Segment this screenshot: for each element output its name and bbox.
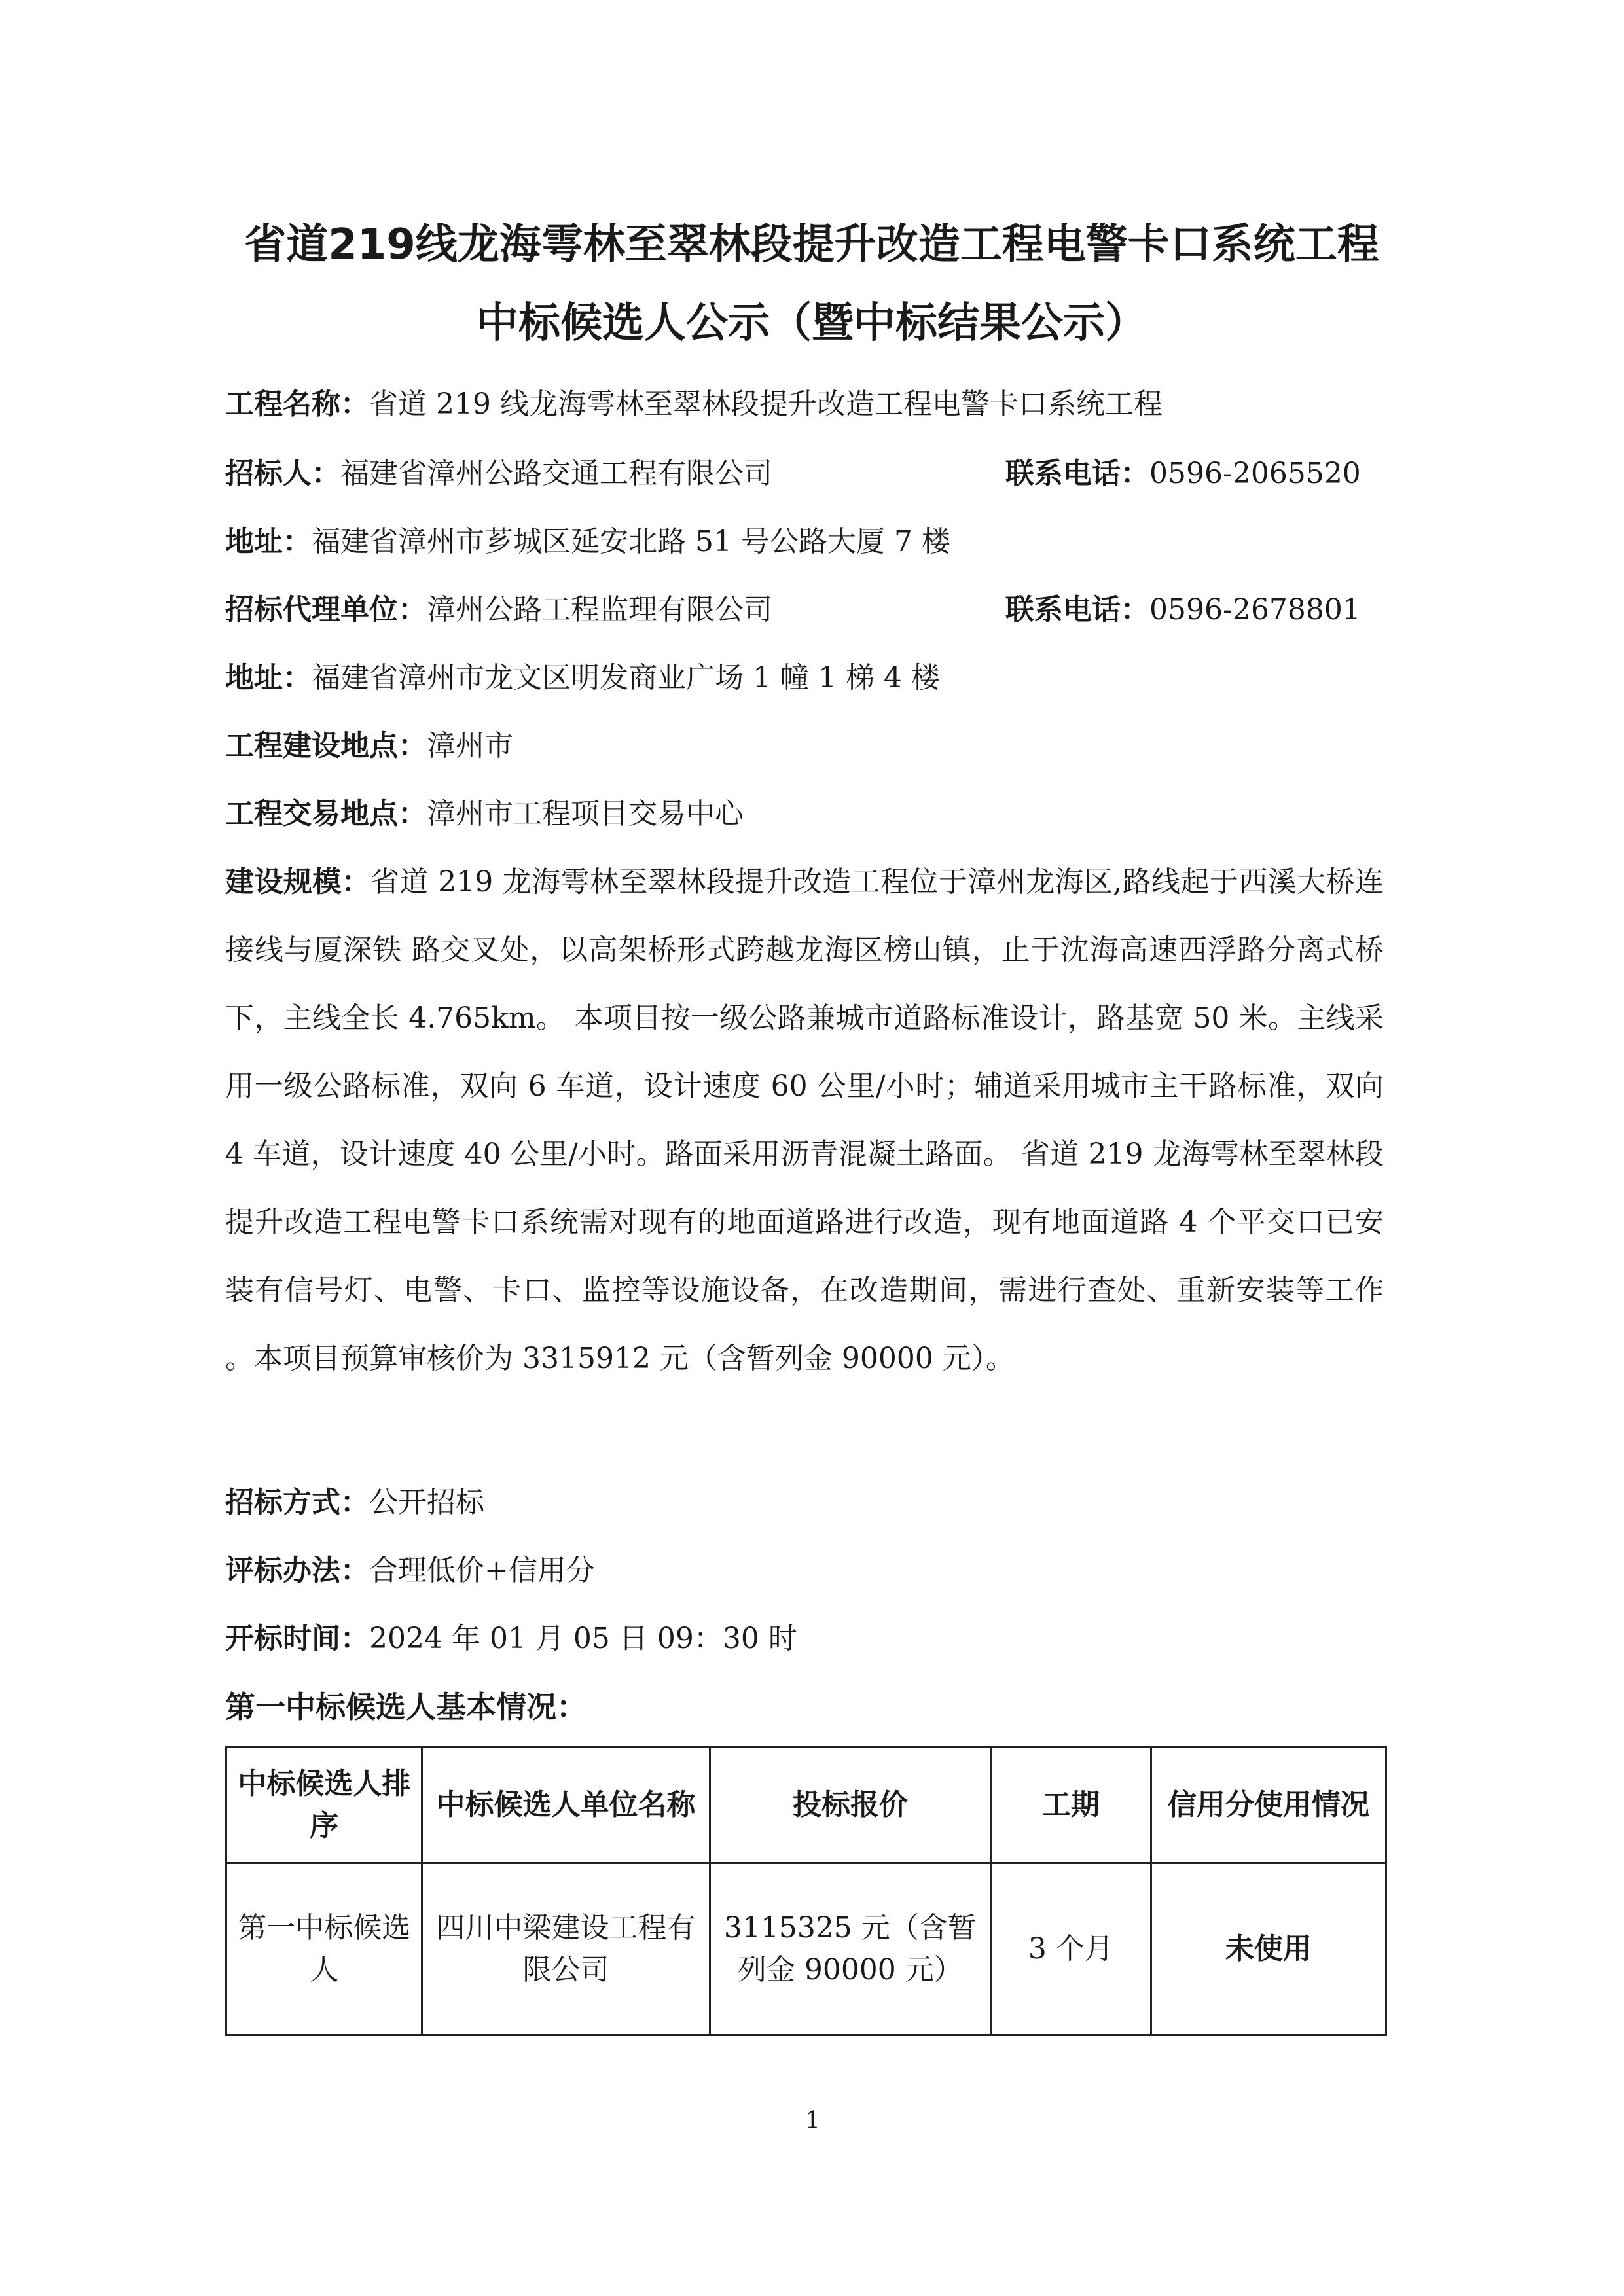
tenderer-value: 福建省漳州公路交通工程有限公司 <box>340 457 772 490</box>
tenderer-address-value: 福建省漳州市芗城区延安北路 51 号公路大厦 7 楼 <box>312 525 950 558</box>
cell-bid-price: 3115325 元（含暂列金 90000 元） <box>710 1863 991 2036</box>
agency-address-row <box>225 661 940 696</box>
scale-value: 省道 219 龙海雩林至翠林段提升改造工程位于漳州龙海区,路线起于西溪大桥连接线与厦深铁 路交叉处，以高架桥形式跨越龙海区榜山镇，止于沈海高速西浮路分离式桥下，主线全长 4.765km。 本项目按一级公路兼城市道路标准设计，路基宽 50 米。主线采用一级公路标准，双向 6 车道，设计速度 60 公里/小时；辅道采用城市主干路标准，双向 4 车道，设计速度 40 公里/小时。路面采用沥青混凝土路面。 省道 219 龙海雩林至翠林段提升改造工程电警卡口系统需对现有的地面道路进行改造，现有地面道路 4 个平交口已安装有信号灯、电警、卡口、监控等设施设备，在改造期间，需进行查处、重新安装等工作 。本项目预算审核价为 3315912 元（含暂列金 90000 元）。 <box>225 865 1384 1375</box>
open-time-value: 2024 年 01 月 05 日 09：30 时 <box>369 1622 797 1655</box>
scale-label: 建设规模： <box>225 865 371 899</box>
trade-place-label: 工程交易地点： <box>225 797 427 831</box>
tenderer-label: 招标人： <box>225 457 340 490</box>
agency-value: 漳州公路工程监理有限公司 <box>427 593 772 626</box>
open-time-row <box>225 1622 797 1657</box>
tenderer-row <box>225 457 772 492</box>
evaluation-label: 评标办法： <box>225 1554 369 1587</box>
header-duration: 工期 <box>991 1748 1151 1863</box>
tenderer-address-label: 地址： <box>225 525 312 558</box>
project-name-value: 省道 219 线龙海雩林至翠林段提升改造工程电警卡口系统工程 <box>369 387 1163 421</box>
cell-rank: 第一中标候选人 <box>226 1863 422 2036</box>
header-bid-price: 投标报价 <box>710 1748 991 1863</box>
agency-phone-row <box>1005 593 1361 628</box>
evaluation-row <box>225 1554 595 1588</box>
header-credit-usage: 信用分使用情况 <box>1151 1748 1386 1863</box>
tenderer-address-row <box>225 525 950 560</box>
document-title-line1: 省道219线龙海雩林至翠林段提升改造工程电警卡口系统工程 <box>244 221 1379 269</box>
trade-place-row <box>225 797 744 832</box>
tenderer-phone-row <box>1005 457 1361 492</box>
trade-place-value: 漳州市工程项目交易中心 <box>427 797 744 831</box>
agency-address-value: 福建省漳州市龙文区明发商业广场 1 幢 1 梯 4 楼 <box>312 661 940 694</box>
agency-address-label: 地址： <box>225 661 312 694</box>
document-title-line2: 中标候选人公示（暨中标结果公示） <box>477 299 1147 348</box>
project-name-row <box>225 387 1163 422</box>
method-row <box>225 1486 484 1520</box>
header-rank: 中标候选人排序 <box>226 1748 422 1863</box>
site-row <box>225 729 513 764</box>
candidate-table <box>225 1746 1387 2036</box>
agency-row <box>225 593 772 628</box>
scale-paragraph <box>225 848 1384 1393</box>
project-name-label: 工程名称： <box>225 387 369 421</box>
page-number: 1 <box>805 2108 820 2134</box>
method-value: 公开招标 <box>369 1486 484 1519</box>
tenderer-phone-value: 0596-2065520 <box>1149 457 1361 490</box>
cell-duration: 3 个月 <box>991 1863 1151 2036</box>
table-row <box>226 1863 1386 2036</box>
site-label: 工程建设地点： <box>225 729 427 762</box>
open-time-label: 开标时间： <box>225 1622 369 1655</box>
agency-phone-label: 联系电话： <box>1005 593 1149 626</box>
agency-label: 招标代理单位： <box>225 593 427 626</box>
tenderer-phone-label: 联系电话： <box>1005 457 1149 490</box>
table-header-row <box>226 1748 1386 1863</box>
evaluation-value: 合理低价+信用分 <box>369 1554 595 1587</box>
site-value: 漳州市 <box>427 729 513 762</box>
method-label: 招标方式： <box>225 1486 369 1519</box>
cell-credit-usage: 未使用 <box>1151 1863 1386 2036</box>
cell-company: 四川中梁建设工程有限公司 <box>422 1863 710 2036</box>
section-title: 第一中标候选人基本情况： <box>225 1689 586 1725</box>
agency-phone-value: 0596-2678801 <box>1149 593 1361 626</box>
header-company: 中标候选人单位名称 <box>422 1748 710 1863</box>
